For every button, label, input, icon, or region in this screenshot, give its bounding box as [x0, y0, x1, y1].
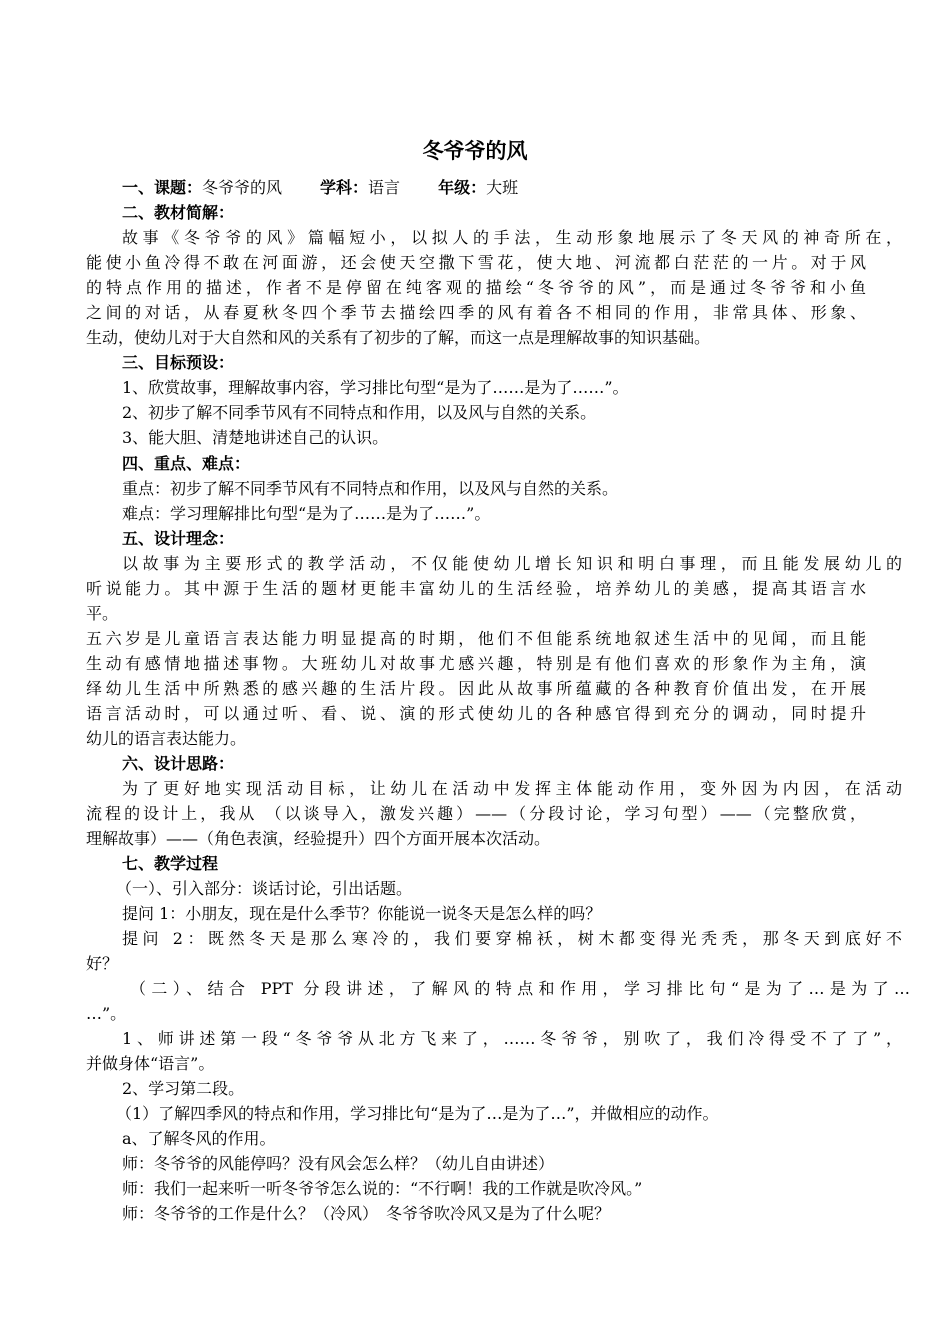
section-5-paragraph-line: 幼儿的语言表达能力。	[86, 729, 247, 748]
section-7-heading: 七、教学过程	[122, 854, 219, 873]
process-line: 2、学习第二段。	[122, 1079, 245, 1098]
section-2-paragraph-line: 故事《冬爷爷的风》篇幅短小，以拟人的手法，生动形象地展示了冬天风的神奇所在，	[122, 228, 902, 247]
section-5-paragraph-line: 生动有感情地描述事物。大班幼儿对故事尤感兴趣，特别是有他们喜欢的形象作为主角，演	[86, 654, 866, 673]
section-6-paragraph-line: 理解故事）——（角色表演，经验提升）四个方面开展本次活动。	[86, 829, 551, 848]
process-line: 师：我们一起来听一听冬爷爷怎么说的：“不行啊！我的工作就是吹冷风。”	[122, 1179, 643, 1198]
grade-label: 年级：	[438, 178, 487, 197]
process-line: 并做身体“语言”。	[86, 1054, 215, 1073]
topic-value: 冬爷爷的风	[202, 178, 283, 197]
subject-label: 学科：	[320, 178, 369, 197]
document-title: 冬爷爷的风	[422, 139, 528, 163]
section-5-paragraph-line: 平。	[86, 604, 119, 623]
process-line: 师：冬爷爷的风能停吗？没有风会怎么样？（幼儿自由讲述）	[122, 1154, 555, 1173]
section-5-paragraph-line: 以故事为主要形式的教学活动，不仅能使幼儿增长知识和明白事理，而且能发展幼儿的	[122, 554, 902, 573]
process-line: 师：冬爷爷的工作是什么？（冷风） 冬爷爷吹冷风又是为了什么呢？	[122, 1204, 611, 1223]
section-5-paragraph-line: 语言活动时，可以通过听、看、说、演的形式使幼儿的各种感官得到充分的调动，同时提升	[86, 704, 866, 723]
section-6-paragraph-line: 流程的设计上，我从 （以谈导入，激发兴趣）——（分段讨论，学习句型）——（完整欣赏，	[86, 804, 866, 823]
goal-item: 1、欣赏故事，理解故事内容，学习排比句型“是为了……是为了……”。	[122, 378, 629, 397]
process-line: 好？	[86, 954, 119, 973]
section-5-paragraph-line: 绎幼儿生活中所熟悉的感兴趣的生活片段。因此从故事所蕴藏的各种教育价值出发，在开展	[86, 679, 866, 698]
section-1-heading: 一、课题：	[122, 178, 203, 197]
section-2-paragraph-line: 之间的对话，从春夏秋冬四个季节去描绘四季的风有着各不相同的作用，非常具体、形象、	[86, 303, 866, 322]
goal-item: 2、初步了解不同季节风有不同特点和作用，以及风与自然的关系。	[122, 403, 597, 422]
section-2-paragraph-line: 能使小鱼冷得不敢在河面游，还会使天空撒下雪花，使大地、河流都白茫茫的一片。对于风	[86, 253, 866, 272]
process-line: 提问 1：小朋友，现在是什么季节？你能说一说冬天是怎么样的吗？	[122, 904, 602, 923]
section-2-paragraph-line: 的特点作用的描述，作者不是停留在纯客观的描绘“冬爷爷的风”，而是通过冬爷爷和小鱼	[86, 278, 866, 297]
process-line: 1、师讲述第一段“冬爷爷从北方飞来了，……冬爷爷，别吹了，我们冷得受不了了”，	[122, 1029, 902, 1048]
section-1-line	[86, 175, 902, 200]
section-6-paragraph-line: 为了更好地实现活动目标，让幼儿在活动中发挥主体能动作用，变外因为内因，在活动	[122, 779, 902, 798]
subject-value: 语言	[368, 178, 401, 197]
process-line: （一）、引入部分：谈话讨论，引出话题。	[116, 879, 413, 898]
section-2-paragraph-line: 生动，使幼儿对于大自然和风的关系有了初步的了解，而这一点是理解故事的知识基础。	[86, 328, 711, 347]
key-point: 重点：初步了解不同季节风有不同特点和作用，以及风与自然的关系。	[122, 479, 619, 498]
section-6-heading: 六、设计思路：	[122, 754, 235, 773]
grade-value: 大班	[486, 178, 519, 197]
process-line: 提问 2：既然冬天是那么寒冷的，我们要穿棉袄，树木都变得光秃秃，那冬天到底好不	[122, 929, 902, 948]
process-line: （1）了解四季风的特点和作用，学习排比句“是为了…是为了…”，并做相应的动作。	[116, 1104, 719, 1123]
process-line: a、了解冬风的作用。	[122, 1129, 276, 1148]
section-5-paragraph-line: 听说能力。其中源于生活的题材更能丰富幼儿的生活经验，培养幼儿的美感，提高其语言水	[86, 579, 866, 598]
process-line: （二）、结合 PPT 分段讲述，了解风的特点和作用，学习排比句“是为了…是为了…	[130, 979, 910, 998]
difficult-point: 难点：学习理解排比句型“是为了……是为了……”。	[122, 504, 491, 523]
section-5-paragraph-line: 五六岁是儿童语言表达能力明显提高的时期，他们不但能系统地叙述生活中的见闻，而且能	[86, 629, 866, 648]
process-line: …”。	[86, 1004, 127, 1023]
section-4-heading: 四、重点、难点：	[122, 454, 251, 473]
goal-item: 3、能大胆、清楚地讲述自己的认识。	[122, 428, 389, 447]
section-3-heading: 三、目标预设：	[122, 353, 235, 372]
section-2-heading: 二、教材简解：	[122, 203, 235, 222]
section-5-heading: 五、设计理念：	[122, 529, 235, 548]
